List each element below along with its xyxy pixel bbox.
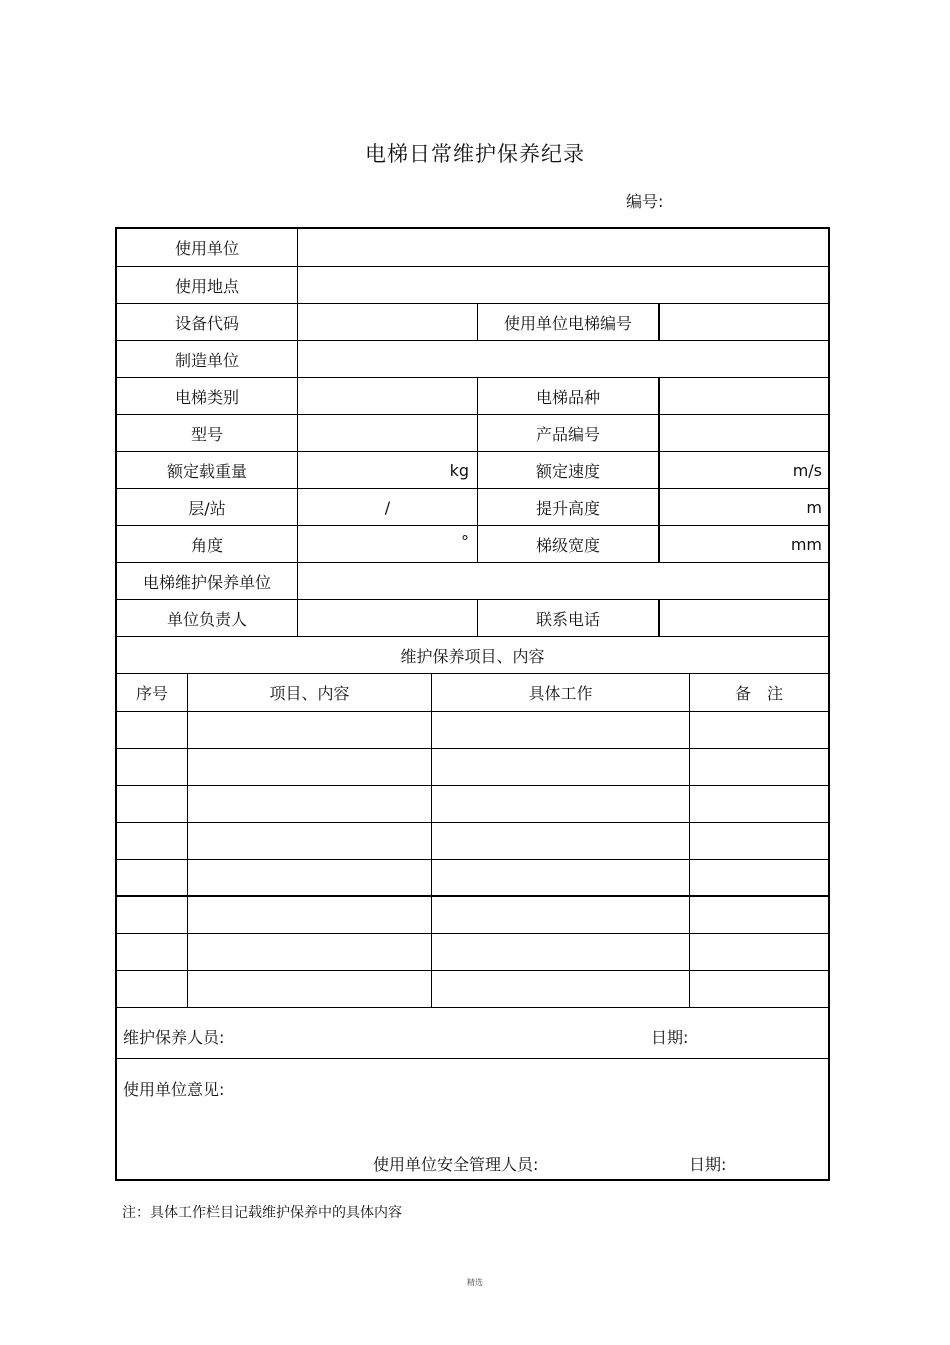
label-elevator-category: 电梯类别 — [174, 387, 239, 407]
cell-no[interactable] — [117, 934, 187, 970]
cell-no[interactable] — [117, 749, 187, 785]
table-row — [117, 749, 828, 786]
cell-remark[interactable] — [689, 786, 828, 822]
cell-item[interactable] — [187, 823, 431, 859]
table-header — [117, 674, 828, 712]
cell-work[interactable] — [431, 712, 689, 748]
row-use-location — [117, 267, 828, 304]
cell-remark[interactable] — [689, 934, 828, 970]
label-lift-height: 提升高度 — [477, 489, 658, 525]
field-rated-speed[interactable] — [658, 452, 828, 488]
cell-remark[interactable] — [689, 971, 828, 1007]
cell-remark[interactable] — [689, 823, 828, 859]
field-equipment-code[interactable] — [297, 304, 477, 340]
cell-work[interactable] — [431, 786, 689, 822]
label-model: 型号 — [190, 424, 223, 444]
field-elevator-category[interactable] — [297, 378, 477, 414]
table-row — [117, 934, 828, 971]
cell-no[interactable] — [117, 823, 187, 859]
table-row — [117, 897, 828, 934]
page-footer: 精选 — [467, 1278, 483, 1287]
cell-remark[interactable] — [689, 897, 828, 933]
table-row — [117, 712, 828, 749]
section-title: 维护保养项目、内容 — [400, 646, 545, 666]
field-rated-load[interactable] — [297, 452, 477, 488]
safety-manager-label: 使用单位安全管理人员: — [373, 1155, 539, 1174]
label-use-unit: 使用单位 — [174, 239, 239, 258]
label-angle: 角度 — [190, 535, 223, 555]
field-use-unit[interactable] — [297, 229, 828, 266]
label-use-location: 使用地点 — [174, 276, 239, 296]
label-rated-speed: 额定速度 — [477, 452, 658, 488]
user-opinion-label: 使用单位意见: — [123, 1080, 225, 1099]
row-use-unit — [117, 229, 828, 267]
row-user-opinion[interactable] — [117, 1059, 828, 1179]
table-row — [117, 823, 828, 860]
field-step-width[interactable] — [658, 526, 828, 562]
col-header-item: 项目、内容 — [187, 674, 431, 711]
unit-degree: ° — [461, 532, 469, 551]
row-rated-load — [117, 452, 828, 489]
field-model[interactable] — [297, 415, 477, 451]
maintenance-form — [115, 227, 830, 1181]
cell-item[interactable] — [187, 860, 431, 895]
doc-number-label: 编号: — [626, 192, 664, 211]
label-floor-station: 层/站 — [188, 498, 226, 518]
row-angle — [117, 526, 828, 563]
cell-no[interactable] — [117, 712, 187, 748]
row-maintainer — [117, 1008, 828, 1059]
field-unit-elevator-no[interactable] — [658, 304, 828, 340]
cell-work[interactable] — [431, 749, 689, 785]
cell-item[interactable] — [187, 971, 431, 1007]
opinion-date-label: 日期: — [689, 1155, 727, 1174]
label-manufacturer: 制造单位 — [174, 350, 239, 370]
label-product-no: 产品编号 — [477, 415, 658, 451]
cell-item[interactable] — [187, 712, 431, 748]
row-section-title — [117, 637, 828, 674]
label-elevator-variety: 电梯品种 — [477, 378, 658, 414]
row-floor-station — [117, 489, 828, 526]
label-equipment-code: 设备代码 — [174, 313, 239, 333]
row-elevator-category — [117, 378, 828, 415]
cell-work[interactable] — [431, 860, 689, 895]
maintainer-date-label: 日期: — [651, 1028, 689, 1047]
unit-kg: kg — [449, 460, 469, 480]
label-maintenance-unit: 电梯维护保养单位 — [142, 572, 271, 592]
col-header-work: 具体工作 — [431, 674, 689, 711]
unit-mm: mm — [790, 534, 822, 554]
field-manufacturer[interactable] — [297, 341, 828, 377]
row-model — [117, 415, 828, 452]
field-product-no[interactable] — [658, 415, 828, 451]
cell-work[interactable] — [431, 934, 689, 970]
table-row — [117, 786, 828, 823]
row-manufacturer — [117, 341, 828, 378]
field-elevator-variety[interactable] — [658, 378, 828, 414]
floor-station-separator: / — [384, 497, 391, 517]
cell-item[interactable] — [187, 934, 431, 970]
field-angle[interactable] — [297, 526, 477, 562]
footnote: 注：具体工作栏目记载维护保养中的具体内容 — [122, 1205, 402, 1221]
field-maintenance-unit[interactable] — [297, 563, 828, 599]
cell-work[interactable] — [431, 971, 689, 1007]
table-row — [117, 860, 828, 897]
row-equipment-code — [117, 304, 828, 341]
row-maintenance-unit — [117, 563, 828, 600]
label-rated-load: 额定载重量 — [166, 461, 247, 481]
cell-remark[interactable] — [689, 860, 828, 895]
cell-work[interactable] — [431, 823, 689, 859]
col-header-remark: 备 注 — [689, 674, 828, 711]
field-floor-station[interactable] — [297, 489, 477, 525]
cell-no[interactable] — [117, 897, 187, 933]
field-contact-phone[interactable] — [658, 600, 828, 636]
field-use-location[interactable] — [297, 267, 828, 303]
cell-item[interactable] — [187, 786, 431, 822]
cell-item[interactable] — [187, 897, 431, 933]
cell-no[interactable] — [117, 860, 187, 895]
label-unit-leader: 单位负责人 — [166, 609, 247, 629]
unit-m: m — [806, 497, 822, 517]
cell-remark[interactable] — [689, 749, 828, 785]
cell-work[interactable] — [431, 897, 689, 933]
maintainer-label: 维护保养人员: — [123, 1028, 225, 1047]
row-unit-leader — [117, 600, 828, 637]
field-unit-leader[interactable] — [297, 600, 477, 636]
label-contact-phone: 联系电话 — [477, 600, 658, 636]
label-step-width: 梯级宽度 — [477, 526, 658, 562]
label-unit-elevator-no: 使用单位电梯编号 — [477, 304, 658, 340]
col-header-no: 序号 — [135, 684, 168, 703]
unit-mps: m/s — [792, 460, 822, 480]
field-lift-height[interactable] — [658, 489, 828, 525]
cell-remark[interactable] — [689, 712, 828, 748]
cell-no[interactable] — [117, 786, 187, 822]
cell-item[interactable] — [187, 749, 431, 785]
page-title: 电梯日常维护保养纪录 — [365, 142, 585, 166]
table-row — [117, 971, 828, 1008]
cell-no[interactable] — [117, 971, 187, 1007]
